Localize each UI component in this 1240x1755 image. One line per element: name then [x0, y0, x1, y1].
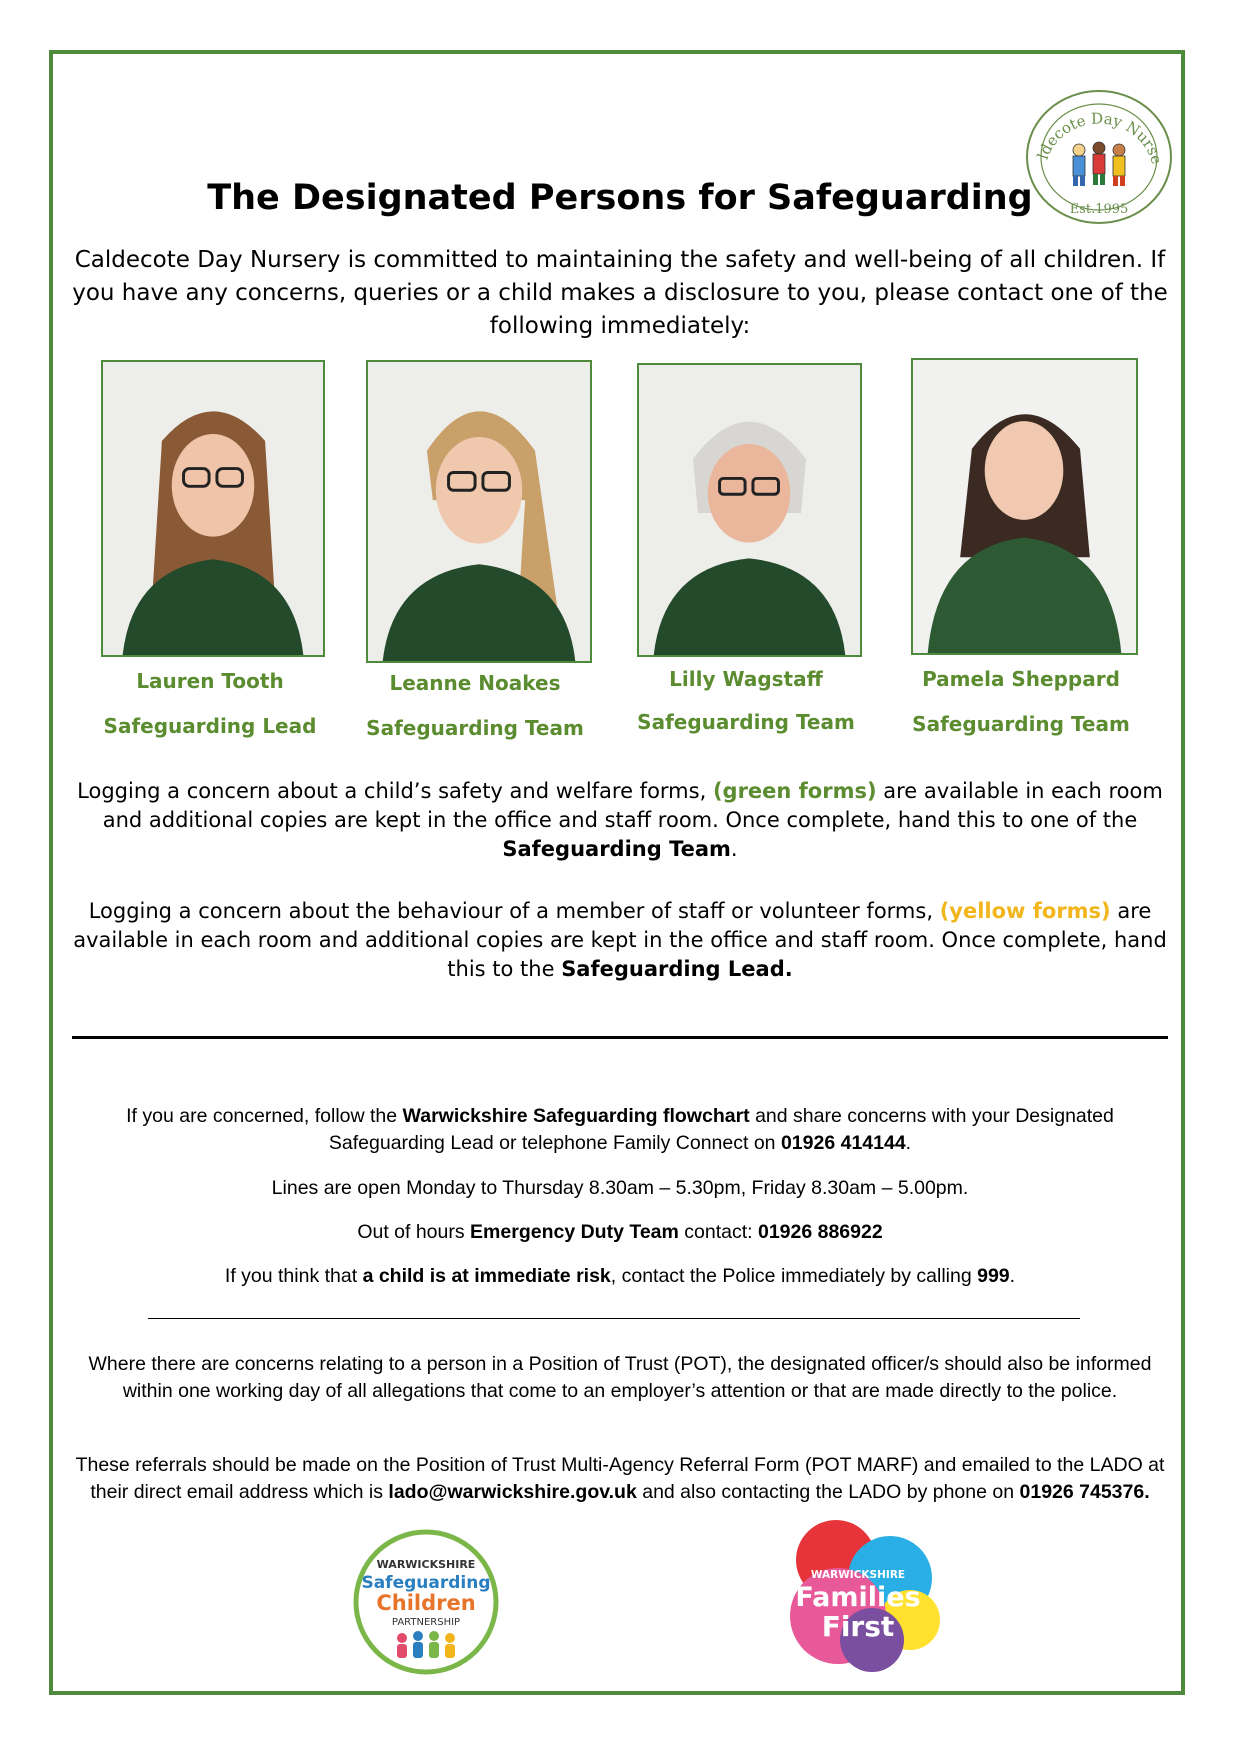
wff-logo — [772, 1516, 942, 1674]
svg-text:Families: Families — [795, 1582, 921, 1613]
person-name: Lilly Wagstaff — [669, 667, 823, 691]
page-title: The Designated Persons for Safeguarding — [207, 178, 1033, 218]
svg-text:Safeguarding: Safeguarding — [361, 1573, 491, 1593]
person-name: Leanne Noakes — [389, 671, 561, 695]
divider-thin — [148, 1318, 1080, 1319]
green-forms-highlight: (green forms) — [712, 779, 877, 803]
svg-text:Caldecote Day Nursery: ldecote Day Nurse — [1033, 109, 1166, 167]
intro-text: Caldecote Day Nursery is committed to maintaining the safety and well-being of all children. If you have any concerns, queries or a child makes a disclosure to you, please contact one of the following immediately: — [72, 247, 1168, 339]
staff-concern-text: Logging a concern about the behaviour of a member of staff or volunteer forms, (yellow forms) are available in each room and additional copies are kept in the office and staff room. Once complete, hand this to the Safeguarding Lead. — [73, 899, 1167, 981]
svg-text:PARTNERSHIP: PARTNERSHIP — [391, 1617, 461, 1628]
person-role: Safeguarding Lead — [103, 714, 317, 738]
photo-lauren-tooth — [101, 360, 325, 657]
person-role: Safeguarding Team — [637, 710, 855, 734]
photo-pamela-sheppard — [911, 358, 1138, 655]
person-name: Pamela Sheppard — [922, 667, 1120, 691]
svg-text:WARWICKSHIRE: WARWICKSHIRE — [810, 1569, 906, 1581]
flowchart-text: If you are concerned, follow the Warwickshire Safeguarding flowchart and share concerns with your Designated Safeguarding Lead or telephone Family Connect on 01926 414144. — [126, 1105, 1114, 1154]
yellow-forms-highlight: (yellow forms) — [939, 899, 1111, 923]
wscp-logo — [352, 1528, 500, 1676]
out-of-hours-text: Out of hours Emergency Duty Team contact: 01926 886922 — [357, 1221, 883, 1243]
svg-text:Est.1995: Est.1995 — [1069, 202, 1129, 217]
person-name: Lauren Tooth — [136, 669, 284, 693]
svg-text:WARWICKSHIRE: WARWICKSHIRE — [376, 1558, 476, 1571]
referrals-text: These referrals should be made on the Position of Trust Multi-Agency Referral Form (POT MARF) and emailed to the LADO at their direct email address which is lado@warwickshire.gov.uk and also contacting the LADO by phone on 01926 745376. — [75, 1454, 1165, 1503]
svg-text:Children: Children — [376, 1591, 476, 1615]
lines-open-text: Lines are open Monday to Thursday 8.30am – 5.30pm, Friday 8.30am – 5.00pm. — [271, 1177, 969, 1199]
person-role: Safeguarding Team — [912, 712, 1130, 736]
pot-text: Where there are concerns relating to a person in a Position of Trust (POT), the designated officer/s should also be informed within one working day of all allegations that come to an employer’s attention or that are made directly to the police. — [88, 1353, 1152, 1402]
photo-leanne-noakes — [366, 360, 592, 663]
photo-lilly-wagstaff — [637, 363, 862, 657]
person-role: Safeguarding Team — [366, 716, 584, 740]
divider — [72, 1036, 1168, 1039]
svg-text:First: First — [821, 1610, 895, 1643]
immediate-risk-text: If you think that a child is at immediate risk, contact the Police immediately by calling 999. — [224, 1265, 1016, 1287]
child-concern-text: Logging a concern about a child’s safety and welfare forms, (green forms) are available in each room and additional copies are kept in the office and staff room. Once complete, hand this to one of the Safeguarding Team. — [77, 779, 1163, 861]
